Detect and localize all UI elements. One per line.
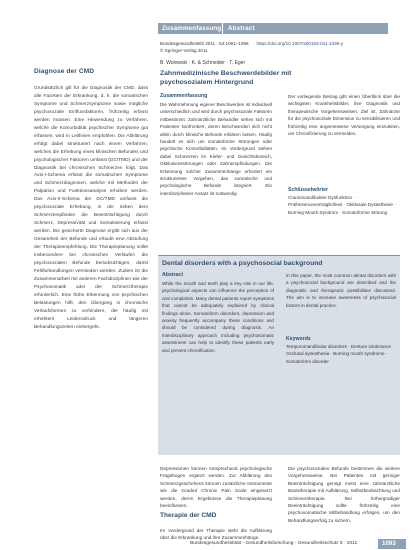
abstract-banner	[158, 23, 388, 34]
abstract-heading-en: Abstract	[162, 272, 184, 278]
page-number-badge	[378, 539, 406, 549]
abstract-en-col1: While the mouth and teeth play a key role in our life, psychological aspects can influence the perception of oral complaints. Many dental patients report symptoms that cannot be adequately explained by clinical findings alone. Somatoform disorders, depression and anxiety frequently accompany these conditions and should be considered during diagnosis. An interdisciplinary approach including psychosomatic assessment can help to identify these patients early and prevent chronification.	[162, 281, 274, 353]
abstract-de-col1: Die Wahrnehmung eigener Beschwerden ist individuell unterschiedlich und wird durch psychosoziale Faktoren mitbestimmt. Zahnärztliche Behandler sehen sich mit Patienten konfrontiert, deren Beschwerden sich nicht allein durch klinische Befunde erklären lassen. Häufig handelt es sich um somatoforme Störungen oder psychische Komorbiditäten. Im Vordergrund stehen dabei Schmerzen im Kiefer- und Gesichtsbereich, Okklusionsstörungen oder Zahnempfindungen. Die Erkennung solcher Zusammenhänge erfordert ein strukturiertes Vorgehen, das somatische und psychologische Befunde integriert. Ein interdisziplinärer Ansatz ist notwendig.	[160, 102, 272, 196]
keywords-en: Temporomandibular disorders · Denture intolerance · Occlusal dysesthesia · Burning mouth syndrome · Somatoform disorder	[286, 344, 394, 364]
abstract-de-col2: Der vorliegende Beitrag gibt einen Überblick über die wichtigsten Krankheitsbilder, ihre Diagnostik und therapeutische Vorgehensweisen. Ziel ist, Zahnärzte für die psychosoziale Dimension zu sensibilisieren und frühzeitig eine angemessene Versorgung einzuleiten, um Chronifizierung zu vermeiden.	[288, 94, 400, 137]
section-paragraph: Grundsätzlich gilt für die Diagnostik der CMD, dass alle Facetten der Erkrankung, d. h. die somatischen Symptome und Schmerzsymptome sowie mögliche psychosoziale Einflussfaktoren, frühzeitig erfasst werden müssen. Eine Hinwendung zu Verfahren, welche die Komorbidität psychischer Symptome gut erfassen, wird in Leitlinien empfohlen. Die Abklärung erfolgt dabei strukturiert nach einem Verfahren, welches die Erhebung eines klinischen Befundes und psychologischer Faktoren umfasst (DC/TMD) und der Diagnostik bei chronischen Schmerzen folgt. Das Axis-I-Schema erfasst die somatischen Symptome und Schmerzdiagnosen, welche mit Methoden der Palpation und Funktionsanalyse erhoben werden. Das Axis-II-Schema der DC/TMD umfasst die psychosoziale Erhebung, in der neben dem Schmerzempfinden die Beeinträchtigung durch Schmerz, Depressivität und Somatisierung erfasst werden. Die gesicherte Diagnose ergibt sich aus der Gesamtheit der Befunde und erlaubt eine Abstufung der Therapieempfehlung. Die Therapieplanung sollte insbesondere bei chronischen Verläufen die psychosozialen Befunde berücksichtigen, damit Fehlbehandlungen vermieden werden. Zudem ist die Zusammenarbeit mit anderen Fachdisziplinen wie der Psychosomatik oder der Schmerztherapie erforderlich. Eine frühe Erkennung von psychischen Belastungen hilft, den Übergang in chronische Verlaufsformen zu verhindern, der häufig mit erhöhtem Leidensdruck und längeren Behandlungszeiten einhergeht.	[34, 85, 148, 329]
copyright: © Springer-Verlag 2011	[160, 48, 208, 53]
keywords-de: Craniomandibuläre Dysfunktion · Prothesenunverträglichkeit · Okklusale Dysästhesie · Burning-Mouth-Syndrom · Somatoforme Störung	[288, 195, 396, 215]
left-column	[34, 68, 148, 331]
citation-text: Bundesgesundheitsbl 2011 · 54:1091–1098	[160, 41, 249, 46]
page-number: 1093	[382, 540, 396, 547]
keywords-heading-de: Schlüsselwörter	[288, 187, 329, 193]
abstract-en-box	[158, 255, 400, 455]
citation	[160, 40, 400, 54]
doi-link[interactable]: https://doi.org/10.1007/s00103-011-1336-y	[256, 41, 344, 46]
banner-separator	[222, 23, 223, 34]
authors: B. Wolowski · K. & Schneider · T. Eger	[160, 60, 246, 66]
abstract-en-col2: In this paper, the most common dental disorders with a psychosocial background are described and the diagnostic and therapeutic possibilities discussed. The aim is to increase awareness of psychosocial factors in dental practice.	[286, 273, 396, 308]
banner-label-de: Zusammenfassung	[162, 24, 222, 32]
article-title-de: Zahnmedizinische Beschwerdebilder mit psychosozialem Hintergrund	[160, 70, 292, 86]
abstract-heading-de: Zusammenfassung	[160, 93, 208, 99]
section-heading: Diagnose der CMD	[34, 68, 95, 75]
body-heading: Therapie der CMD	[160, 512, 217, 519]
article-title-en: Dental disorders with a psychosocial background	[162, 260, 323, 267]
body-text-col2: Die psychosozialen Befunde bestimmen die weitere Vorgehensweise. Bei Patienten mit geringer Beeinträchtigung genügt meist eine zahnärztliche Basistherapie mit Aufklärung, Selbstbeobachtung und Schienentherapie. Bei höhergradiger Beeinträchtigung sollte frühzeitig eine psychosomatische Mitbehandlung erfolgen, um den Behandlungserfolg zu sichern.	[288, 466, 400, 523]
body-text-col1b: Im Vordergrund der Therapie steht die Aufklärung über die Erkrankung und ihre Zusammenhänge.	[160, 528, 272, 541]
journal-footer: Bundesgesundheitsblatt - Gesundheitsforschung - Gesundheitsschutz 9 · 2011	[190, 541, 358, 546]
banner-label-en: Abstract	[228, 24, 255, 32]
body-text-col1: Depressionen können entsprechend psychologische Fragebogen ergänzt werden. Zur Abklärung des Schmerzgeschehens können zusätzliche Instrumente wie die Graded Chronic Pain Scale eingesetzt werden, deren Ergebnisse die Therapieplanung beeinflussen.	[160, 466, 272, 509]
keywords-heading-en: Keywords	[286, 336, 311, 342]
